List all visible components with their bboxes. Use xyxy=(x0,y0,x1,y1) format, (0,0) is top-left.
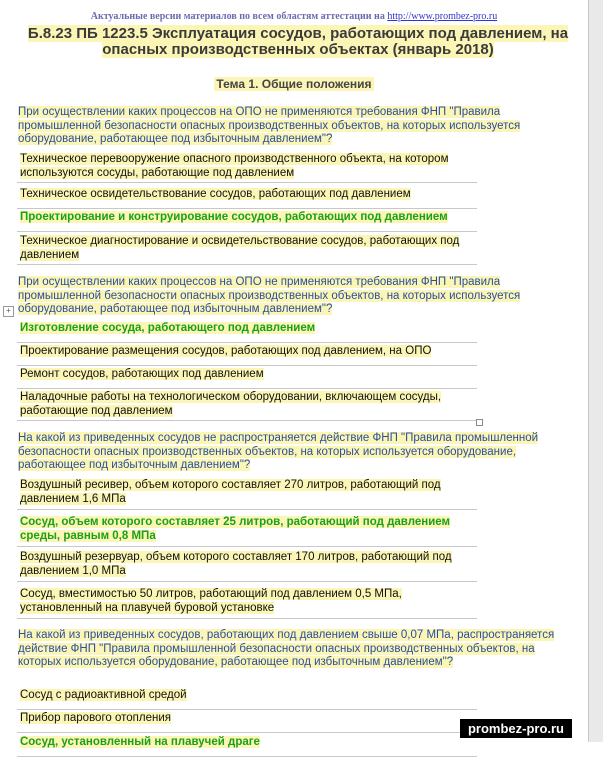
document-title-text: Б.8.23 ПБ 1223.5 Эксплуатация сосудов, работающих под давлением, на опасных производственных объектах (январь 2018) xyxy=(27,25,569,58)
answer-2-1-correct[interactable] xyxy=(17,319,477,343)
answer-4-1[interactable] xyxy=(17,686,477,710)
answer-2-4[interactable] xyxy=(17,388,477,421)
answer-text: Техническое освидетельствование сосудов, работающих под давлением xyxy=(20,188,411,200)
vertical-scrollbar[interactable] xyxy=(588,0,603,742)
answer-text: Сосуд, установленный на плавучей драге xyxy=(20,736,260,748)
question-3 xyxy=(18,432,578,473)
answer-text: Изготовление сосуда, работающего под давлением xyxy=(20,322,316,334)
header-text: Актуальные версии материалов по всем областям аттестации на xyxy=(90,11,385,22)
question-4 xyxy=(18,629,578,670)
answer-text: Сосуд, объем которого составляет 25 литров, работающий под давлением среды, равным 0,8 МПа xyxy=(20,516,451,542)
answer-text: Сосуд с радиоактивной средой xyxy=(20,689,187,701)
answer-text: Сосуд, вместимостью 50 литров, работающий под давлением 0,5 МПа, установленный на плавучей буровой установке xyxy=(20,588,402,614)
answer-text: Ремонт сосудов, работающих под давлением xyxy=(20,368,264,380)
document-title xyxy=(22,26,574,58)
answer-text: Наладочные работы на технологическом оборудовании, включающем сосуды, работающие под давлением xyxy=(20,391,442,417)
answer-text: Прибор парового отопления xyxy=(20,712,171,724)
answer-text: Техническое перевооружение опасного производственного объекта, на котором используются сосуды, работающие под давлением xyxy=(20,153,449,179)
answer-text: Проектирование и конструирование сосудов, работающих под давлением xyxy=(20,211,448,223)
answer-3-3[interactable] xyxy=(17,548,477,582)
answer-text: Техническое диагностирование и освидетельствование сосудов, работающих под давлением xyxy=(20,235,460,261)
header-link[interactable]: http://www.prombez-pro.ru xyxy=(387,11,498,22)
answer-3-1[interactable] xyxy=(17,476,477,510)
topic-heading-text: Тема 1. Общие положения xyxy=(216,77,372,91)
question-1-text: При осуществлении каких процессов на ОПО не применяются требования ФНП "Правила промышленной безопасности опасных производственных объектов, на которых используется оборудование, работающее под избыточным давлением"? xyxy=(18,106,521,145)
answer-4-2[interactable] xyxy=(17,709,477,733)
question-2-text: При осуществлении каких процессов на ОПО не применяются требования ФНП "Правила промышленной безопасности опасных производственных объектов, на которых используется оборудование, работающее под избыточным давлением"? xyxy=(18,276,521,315)
question-4-text: На какой из приведенных сосудов, работающих под давлением свыше 0,07 МПа, распространяется действие ФНП "Правила промышленной безопасности опасных производственных объектов, на которых используется оборудование, работающее под избыточным давлением"? xyxy=(18,629,555,668)
answer-1-1[interactable] xyxy=(17,150,477,183)
question-3-text: На какой из приведенных сосудов не распространяется действие ФНП "Правила промышленной безопасности опасных производственных объектов, на которых используется оборудование, работающее под избыточным давлением"? xyxy=(18,432,539,471)
answer-text: Проектирование размещения сосудов, работающих под давлением, на ОПО xyxy=(20,345,432,357)
answer-1-3-correct[interactable] xyxy=(17,208,477,232)
answer-2-3[interactable] xyxy=(17,365,477,389)
answer-text: Воздушный ресивер, объем которого составляет 270 литров, работающий под давлением 1,6 МПа xyxy=(20,479,441,505)
answer-text: Воздушный резервуар, объем которого составляет 170 литров, работающий под давлением 1,0 МПа xyxy=(20,551,452,577)
answer-1-2[interactable] xyxy=(17,185,477,209)
table-move-handle-icon[interactable]: + xyxy=(3,306,14,317)
topic-heading xyxy=(0,77,588,91)
watermark-badge: prombez-pro.ru xyxy=(460,719,572,738)
header-banner xyxy=(0,11,588,22)
table-resize-handle-icon[interactable] xyxy=(476,419,483,426)
question-1 xyxy=(18,106,578,147)
answer-4-3-correct[interactable] xyxy=(17,733,477,757)
answer-1-4[interactable] xyxy=(17,232,477,265)
question-2 xyxy=(18,276,578,317)
answer-2-2[interactable] xyxy=(17,342,477,366)
answer-3-2-correct[interactable] xyxy=(17,513,477,547)
answer-3-4[interactable] xyxy=(17,585,477,619)
